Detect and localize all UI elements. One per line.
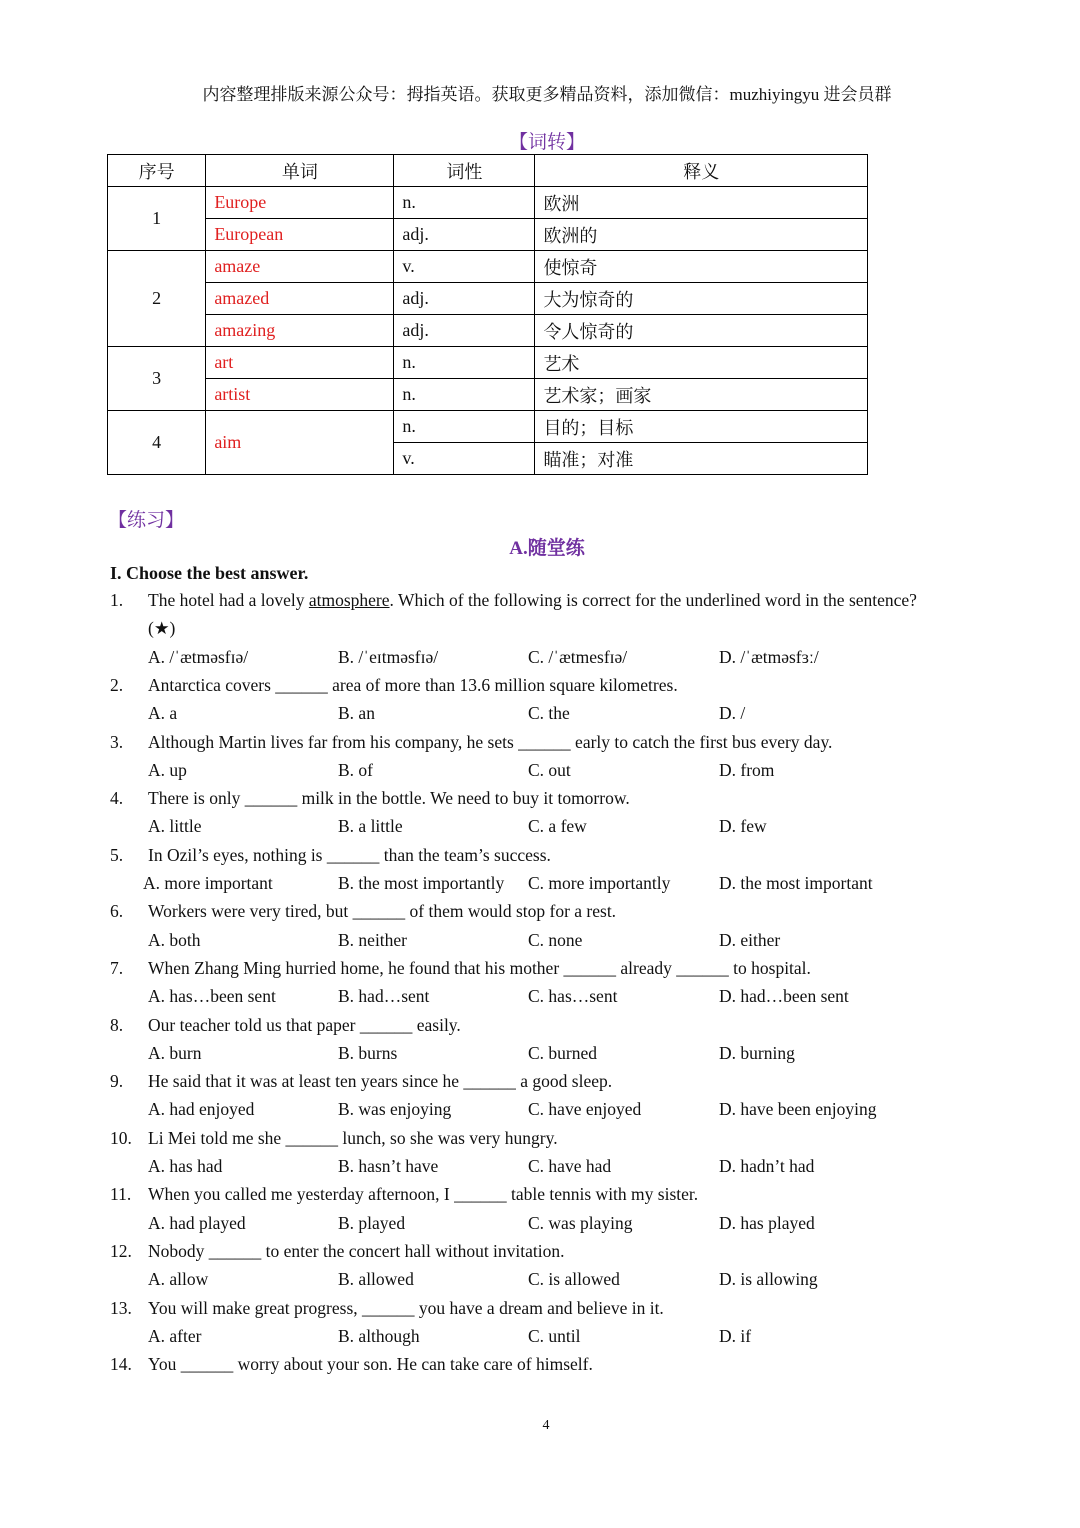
pos-cell: adj. — [394, 283, 535, 315]
column-header: 单词 — [206, 155, 394, 187]
practice-title: 【练习】 — [108, 510, 185, 531]
answer-option: D. burning — [719, 1042, 795, 1063]
answer-option: D. the most important — [719, 873, 873, 893]
question-stem: You ______ worry about your son. He can take care of himself. — [148, 1354, 593, 1375]
answer-option: A. more important — [143, 873, 273, 893]
answer-option: D. has played — [719, 1212, 815, 1233]
question-number: 5. — [110, 844, 124, 865]
answer-option: C. a few — [528, 816, 587, 837]
question-number: 8. — [110, 1014, 124, 1035]
answer-option: A. has…been sent — [148, 986, 276, 1007]
answer-option: D. had…been sent — [719, 986, 849, 1007]
answer-option: A. burn — [148, 1042, 202, 1063]
page-header: 内容整理排版来源公众号：拇指英语。获取更多精品资料，添加微信：muzhiyingyu 进会员群 — [202, 85, 892, 104]
word-forms-table — [107, 154, 868, 475]
question-number: 1. — [110, 590, 124, 610]
question-text — [148, 845, 551, 866]
answer-option: C. burned — [528, 1042, 598, 1063]
question-text — [148, 1298, 664, 1319]
question-stem: In Ozil’s eyes, nothing is ______ than the team’s success. — [148, 844, 551, 865]
question-stem: Antarctica covers ______ area of more than 13.6 million square kilometres. — [148, 674, 678, 695]
row-number: 4 — [108, 411, 206, 475]
row-number: 1 — [108, 187, 206, 251]
answer-option: C. is allowed — [528, 1269, 620, 1290]
question-text — [148, 1354, 593, 1375]
answer-option: A. had played — [148, 1212, 246, 1233]
question-stem: There is only ______ milk in the bottle. We need to buy it tomorrow. — [148, 788, 630, 809]
question-text — [148, 675, 678, 696]
word-cell: artist — [206, 379, 394, 411]
answer-option: C. have had — [528, 1156, 612, 1176]
question-number: 7. — [110, 957, 124, 978]
subsection-title: A.随堂练 — [509, 538, 585, 559]
table-row — [108, 251, 868, 283]
answer-option: C. was playing — [528, 1212, 633, 1233]
answer-option: D. either — [719, 929, 781, 950]
question-stem: When you called me yesterday afternoon, I ______ table tennis with my sister. — [148, 1184, 699, 1205]
table-row — [108, 347, 868, 379]
answer-option: B. hasn’t have — [338, 1156, 439, 1176]
question-text — [148, 1184, 698, 1205]
answer-option: D. is allowing — [719, 1269, 818, 1290]
answer-option: D. from — [719, 759, 775, 780]
word-cell: aim — [206, 411, 394, 475]
question-stem: Although Martin lives far from his company, he sets ______ early to catch the first bus every day. — [148, 731, 833, 752]
table-row — [108, 411, 868, 443]
question-stem: Our teacher told us that paper ______ easily. — [148, 1014, 461, 1035]
question-stem: You will make great progress, ______ you have a dream and believe in it. — [148, 1297, 664, 1318]
question-number: 10. — [110, 1127, 132, 1148]
difficulty-star: (★) — [148, 618, 176, 639]
meaning-cell: 欧洲 — [535, 187, 868, 219]
word-cell: European — [206, 219, 394, 251]
column-header: 序号 — [108, 155, 206, 187]
meaning-cell: 令人惊奇的 — [535, 315, 868, 347]
question-number: 11. — [110, 1184, 132, 1205]
table-row — [108, 187, 868, 219]
question-stem: Li Mei told me she ______ lunch, so she was very hungry. — [148, 1127, 558, 1148]
answer-option: D. /ˈætməsfɜː/ — [719, 646, 819, 667]
answer-option: B. an — [338, 703, 375, 724]
answer-option: B. /ˈeɪtməsfɪə/ — [338, 646, 439, 667]
question-text — [148, 901, 616, 922]
answer-option: D. / — [719, 703, 746, 724]
question-stem: The hotel had a lovely — [148, 590, 309, 610]
instruction: I. Choose the best answer. — [110, 563, 309, 583]
meaning-cell: 大为惊奇的 — [535, 283, 868, 315]
table-row — [108, 379, 868, 411]
page-number: 4 — [542, 1418, 550, 1433]
row-number: 2 — [108, 251, 206, 347]
question-text — [148, 590, 917, 611]
answer-option: A. both — [148, 929, 201, 950]
underlined-word: atmosphere — [308, 590, 390, 610]
answer-option: B. was enjoying — [338, 1099, 452, 1120]
column-header: 词性 — [394, 155, 535, 187]
answer-option: D. if — [719, 1325, 752, 1346]
question-text — [148, 1241, 565, 1262]
answer-option: B. the most importantly — [338, 873, 505, 893]
word-cell: Europe — [206, 187, 394, 219]
meaning-cell: 瞄准；对准 — [535, 443, 868, 475]
question-number: 9. — [110, 1071, 124, 1092]
pos-cell: n. — [394, 187, 535, 219]
word-cell: amaze — [206, 251, 394, 283]
answer-option: B. played — [338, 1212, 406, 1233]
table-header-row — [108, 155, 868, 187]
answer-option: C. more importantly — [528, 873, 671, 893]
question-number: 2. — [110, 674, 124, 695]
question-number: 12. — [110, 1240, 132, 1261]
answer-option: D. few — [719, 816, 767, 837]
question-number: 4. — [110, 788, 124, 809]
question-number: 13. — [110, 1297, 132, 1318]
table-row — [108, 283, 868, 315]
answer-option: B. of — [338, 759, 373, 780]
question-number: 3. — [110, 731, 124, 752]
word-cell: amazing — [206, 315, 394, 347]
question-number: 14. — [110, 1354, 132, 1375]
pos-cell: n. — [394, 379, 535, 411]
pos-cell: adj. — [394, 315, 535, 347]
table-row — [108, 315, 868, 347]
table-row — [108, 219, 868, 251]
answer-option: C. /ˈætmesfɪə/ — [528, 646, 628, 667]
meaning-cell: 艺术 — [535, 347, 868, 379]
question-stem-cont: . Which of the following is correct for the underlined word in the sentence? — [389, 590, 917, 610]
answer-option: D. hadn’t had — [719, 1156, 815, 1176]
pos-cell: v. — [394, 443, 535, 475]
question-text — [148, 1015, 461, 1036]
answer-option: D. have been enjoying — [719, 1099, 877, 1120]
question-number: 6. — [110, 901, 124, 922]
answer-option: A. little — [148, 816, 202, 837]
question-stem: He said that it was at least ten years since he ______ a good sleep. — [148, 1071, 613, 1092]
answer-option: B. neither — [338, 929, 408, 950]
answer-option: C. have enjoyed — [528, 1099, 642, 1120]
answer-option: A. allow — [148, 1269, 209, 1290]
answer-option: B. a little — [338, 816, 403, 837]
answer-option: B. had…sent — [338, 986, 430, 1007]
answer-option: A. a — [148, 703, 178, 724]
word-cell: art — [206, 347, 394, 379]
word-forms-title: 【词转】 — [508, 132, 585, 153]
meaning-cell: 艺术家；画家 — [535, 379, 868, 411]
question-text — [148, 788, 630, 809]
answer-option: B. burns — [338, 1042, 398, 1063]
question-stem: Nobody ______ to enter the concert hall without invitation. — [148, 1240, 565, 1261]
answer-option: A. after — [148, 1325, 202, 1346]
question-text — [148, 958, 811, 979]
answer-option: A. up — [148, 759, 187, 780]
question-text — [148, 1128, 558, 1149]
question-stem: When Zhang Ming hurried home, he found that his mother ______ already ______ to hospital. — [148, 957, 811, 978]
question-stem: Workers were very tired, but ______ of them would stop for a rest. — [148, 901, 617, 922]
pos-cell: v. — [394, 251, 535, 283]
pos-cell: n. — [394, 411, 535, 443]
answer-option: B. allowed — [338, 1269, 414, 1290]
meaning-cell: 目的；目标 — [535, 411, 868, 443]
answer-option: A. has had — [148, 1156, 223, 1176]
column-header: 释义 — [535, 155, 868, 187]
answer-option: C. out — [528, 759, 571, 780]
answer-option: C. until — [528, 1325, 581, 1346]
pos-cell: adj. — [394, 219, 535, 251]
answer-option: A. /ˈætməsfɪə/ — [148, 646, 249, 667]
meaning-cell: 使惊奇 — [535, 251, 868, 283]
pos-cell: n. — [394, 347, 535, 379]
meaning-cell: 欧洲的 — [535, 219, 868, 251]
answer-option: C. the — [528, 703, 570, 724]
answer-option: C. none — [528, 929, 583, 950]
question-text — [148, 1071, 612, 1092]
answer-option: A. had enjoyed — [148, 1099, 255, 1120]
row-number: 3 — [108, 347, 206, 411]
word-cell: amazed — [206, 283, 394, 315]
answer-option: C. has…sent — [528, 986, 618, 1007]
question-text — [148, 732, 832, 753]
answer-option: B. although — [338, 1325, 420, 1346]
